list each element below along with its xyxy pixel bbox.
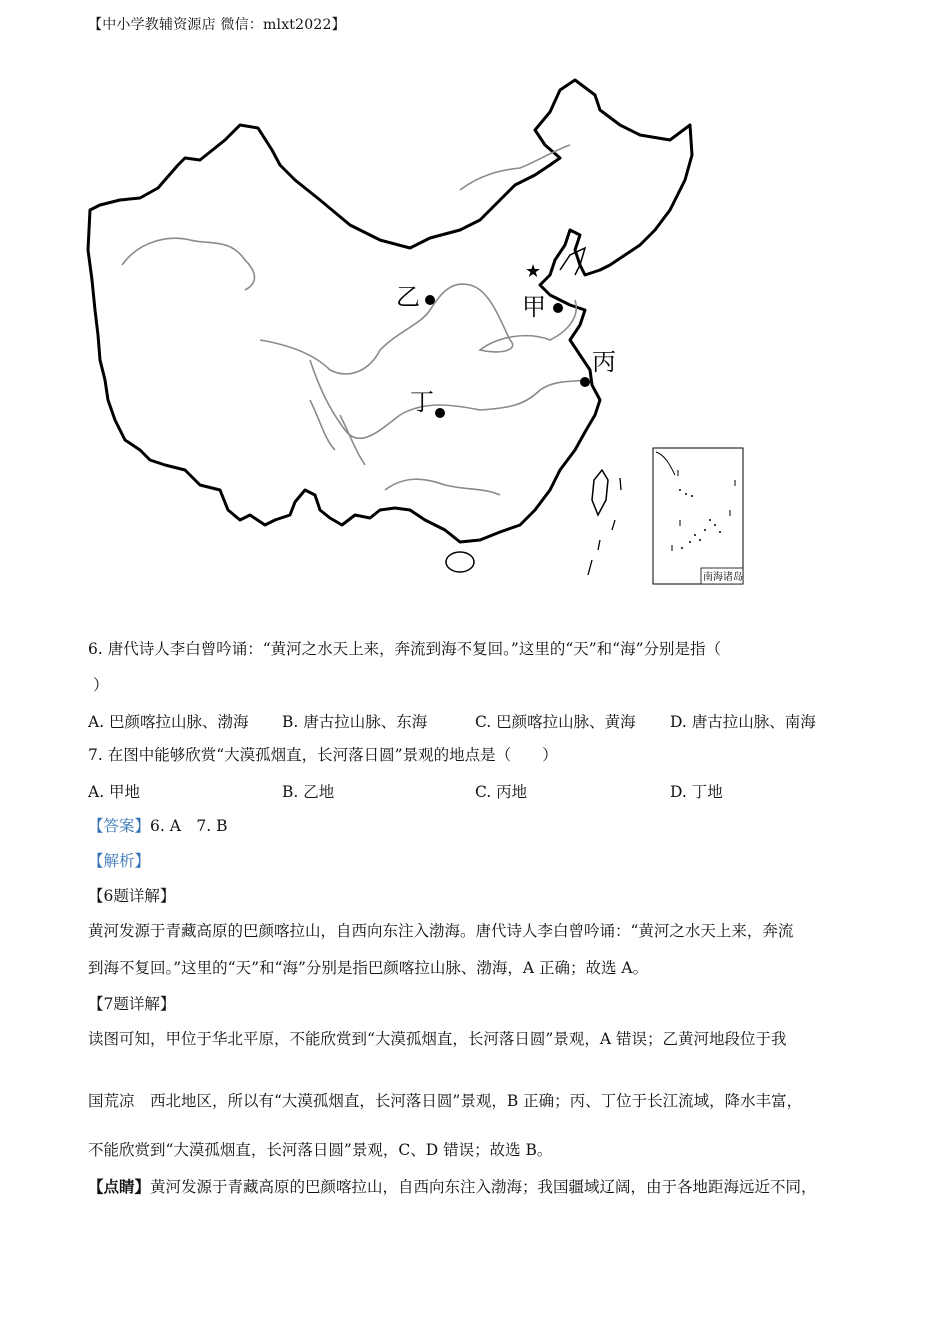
point-ding <box>435 408 445 418</box>
tip-text: 黄河发源于青藏高原的巴颜喀拉山，自西向东注入渤海；我国疆域辽阔，由于各地距海远近不同， <box>150 1178 817 1196</box>
answer-text: 6. A 7. B <box>150 817 228 835</box>
q7-detail-line3: 不能欣赏到“大漠孤烟直，长河落日圆”景观，C、D 错误；故选 B。 <box>88 1141 553 1159</box>
q7-option-b: B. 乙地 <box>282 783 335 801</box>
q7-option-d: D. 丁地 <box>670 783 723 801</box>
label-bing: 丙 <box>592 348 616 376</box>
q7-detail-line2: 国荒凉 西北地区，所以有“大漠孤烟直，长河落日圆”景观，B 正确；丙、丁位于长江流域，降水丰富， <box>88 1092 803 1110</box>
point-yi <box>425 295 435 305</box>
south-china-sea-inset <box>653 448 743 584</box>
q6-option-b: B. 唐古拉山脉、东海 <box>282 713 428 731</box>
q7-detail-line1: 读图可知，甲位于华北平原，不能欣赏到“大漠孤烟直，长河落日圆”景观，A 错误；乙黄河地段位于我 <box>88 1030 787 1048</box>
taiwan-island <box>592 470 608 515</box>
china-map <box>80 70 760 600</box>
answer-line <box>88 815 228 837</box>
q7-detail-title: 【7题详解】 <box>88 995 176 1013</box>
point-bing <box>580 377 590 387</box>
label-yi: 乙 <box>396 283 420 311</box>
tip-line <box>88 1176 817 1198</box>
point-jia <box>553 303 563 313</box>
q6-detail-line2: 到海不复回。”这里的“天”和“海”分别是指巴颜喀拉山脉、渤海，A 正确；故选 A。 <box>88 959 649 977</box>
q6-option-d: D. 唐古拉山脉、南海 <box>670 713 816 731</box>
q6-detail-title: 【6题详解】 <box>88 887 176 905</box>
q7-stem: 7. 在图中能够欣赏“大漠孤烟直，长河落日圆”景观的地点是（ ） <box>88 746 558 764</box>
rivers <box>122 145 585 495</box>
q6-option-c: C. 巴颜喀拉山脉、黄海 <box>475 713 636 731</box>
q6-stem: 6. 唐代诗人李白曾吟诵：“黄河之水天上来，奔流到海不复回。”这里的“天”和“海”分别是指（ <box>88 640 722 658</box>
hainan-island <box>446 552 474 572</box>
label-ding: 丁 <box>410 388 434 416</box>
tip-tag: 【点睛】 <box>88 1177 151 1196</box>
q6-stem-tail: ） <box>93 676 109 694</box>
china-border <box>88 80 692 542</box>
label-jia: 甲 <box>522 293 546 321</box>
inset-label: 南海诸岛 <box>703 572 743 583</box>
analysis-tag: 【解析】 <box>88 852 151 870</box>
q7-option-a: A. 甲地 <box>88 783 141 801</box>
answer-tag: 【答案】 <box>88 817 151 835</box>
q7-option-c: C. 丙地 <box>475 783 528 801</box>
q6-option-a: A. 巴颜喀拉山脉、渤海 <box>88 713 249 731</box>
star-marker: ★ <box>525 261 542 282</box>
q6-detail-line1: 黄河发源于青藏高原的巴颜喀拉山，自西向东注入渤海。唐代诗人李白曾吟诵：“黄河之水天上来，奔流 <box>88 922 794 940</box>
page-header: 【中小学教辅资源店 微信：mlxt2022】 <box>88 17 346 33</box>
